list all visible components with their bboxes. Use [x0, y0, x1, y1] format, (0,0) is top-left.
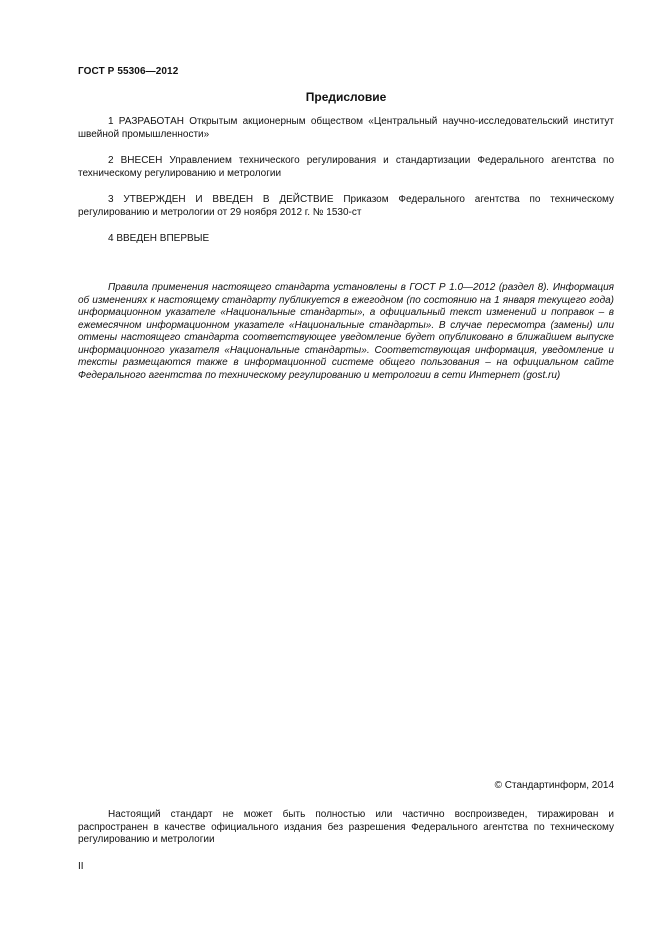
paragraph-first-introduced: 4 ВВЕДЕН ВПЕРВЫЕ — [108, 233, 210, 244]
copyright-line: © Стандартинформ, 2014 — [494, 780, 614, 791]
paragraph-developed-by: 1 РАЗРАБОТАН Открытым акционерным обществом «Центральный научно-исследовательский институт швейной промышленности» — [78, 116, 614, 140]
section-title: Предисловие — [305, 90, 387, 104]
document-code: ГОСТ Р 55306—2012 — [78, 66, 179, 77]
paragraph-approved: 3 УТВЕРЖДЕН И ВВЕДЕН В ДЕЙСТВИЕ Приказом Федерального агентства по техническому регулированию и метрологии от 29 ноября 2012 г. № 1530-ст — [78, 194, 614, 218]
paragraph-submitted-by: 2 ВНЕСЕН Управлением технического регулирования и стандартизации Федерального агентства по техническому регулированию и метрологии — [78, 155, 614, 179]
page-number: II — [78, 861, 84, 872]
application-rules-notice: Правила применения настоящего стандарта установлены в ГОСТ Р 1.0—2012 (раздел 8). Информация об изменениях к настоящему стандарту публикуется в ежегодном (по состоянию на 1 января текущего года) информационном указателе «Национальные стандарты», а официальный текст изменений и поправок – в ежемесячном информационном указателе «Национальные стандарты». В случае пересмотра (замены) или отмены настоящего стандарта соответствующее уведомление будет опубликовано в ближайшем выпуске информационного указателя «Национальные стандарты». Соответствующая информация, уведомление и тексты размещаются также в информационной системе общего пользования – на официальном сайте Федерального агентства по техническому регулированию и метрологии в сети Интернет (gost.ru) — [78, 282, 614, 381]
reproduction-rights-notice: Настоящий стандарт не может быть полностью или частично воспроизведен, тиражирован и распространен в качестве официального издания без разрешения Федерального агентства по техническому регулированию и метрологии — [78, 809, 614, 845]
